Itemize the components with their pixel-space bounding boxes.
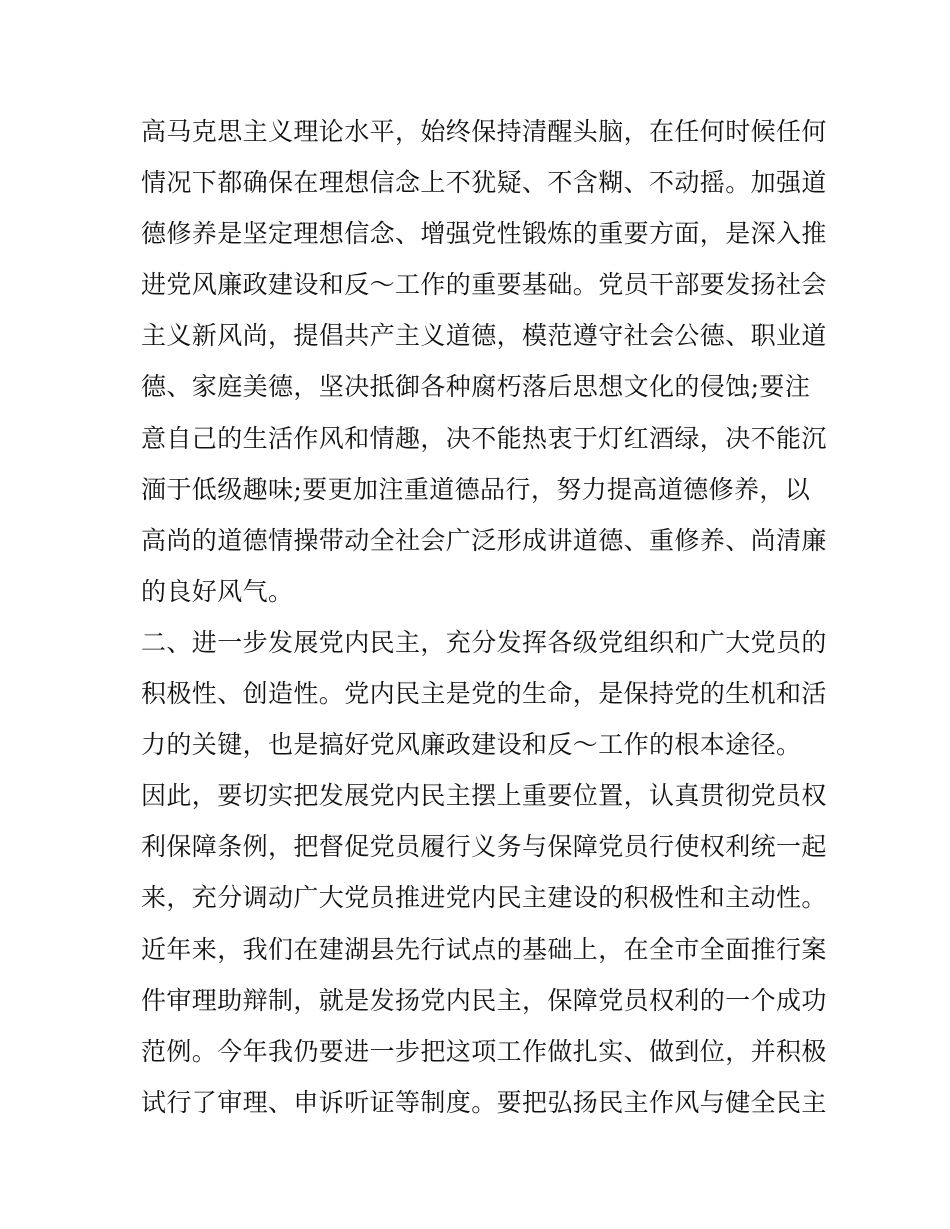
- body-text: [141, 106, 827, 1128]
- text-line: 件审理助辩制，就是发扬党内民主，保障党员权利的一个成功: [141, 985, 827, 1015]
- text-line: 试行了审理、申诉听证等制度。要把弘扬民主作风与健全民主: [141, 1087, 827, 1117]
- text-line: 二、进一步发展党内民主，充分发挥各级党组织和广大党员的: [141, 627, 827, 657]
- text-line: 主义新风尚，提倡共产主义道德，模范遵守社会公德、职业道: [141, 321, 827, 351]
- text-line: 力的关键，也是搞好党风廉政建设和反～工作的根本途径。: [141, 730, 802, 760]
- text-line: 湎于低级趣味;要更加注重道德品行，努力提高道德修养，以: [141, 474, 811, 504]
- text-line: 意自己的生活作风和情趣，决不能热衷于灯红酒绿，决不能沉: [141, 423, 827, 453]
- text-line: 德、家庭美德，坚决抵御各种腐朽落后思想文化的侵蚀;要注: [141, 372, 811, 402]
- text-line: 来，充分调动广大党员推进党内民主建设的积极性和主动性。: [141, 883, 827, 913]
- text-line: 近年来，我们在建湖县先行试点的基础上，在全市全面推行案: [141, 934, 827, 964]
- text-line: 的良好风气。: [141, 576, 294, 606]
- text-line: 因此，要切实把发展党内民主摆上重要位置，认真贯彻党员权: [141, 781, 827, 811]
- text-line: 范例。今年我仍要进一步把这项工作做扎实、做到位，并积极: [141, 1036, 827, 1066]
- text-line: 进党风廉政建设和反～工作的重要基础。党员干部要发扬社会: [141, 270, 827, 300]
- text-line: 情况下都确保在理想信念上不犹疑、不含糊、不动摇。加强道: [141, 168, 827, 198]
- text-line: 高马克思主义理论水平，始终保持清醒头脑，在任何时候任何: [141, 117, 827, 146]
- text-line: 利保障条例，把督促党员履行义务与保障党员行使权利统一起: [141, 832, 827, 862]
- text-line: 积极性、创造性。党内民主是党的生命，是保持党的生机和活: [141, 679, 827, 709]
- text-line: 德修养是坚定理想信念、增强党性锻炼的重要方面，是深入推: [141, 219, 827, 249]
- text-line: 高尚的道德情操带动全社会广泛形成讲道德、重修养、尚清廉: [141, 525, 827, 555]
